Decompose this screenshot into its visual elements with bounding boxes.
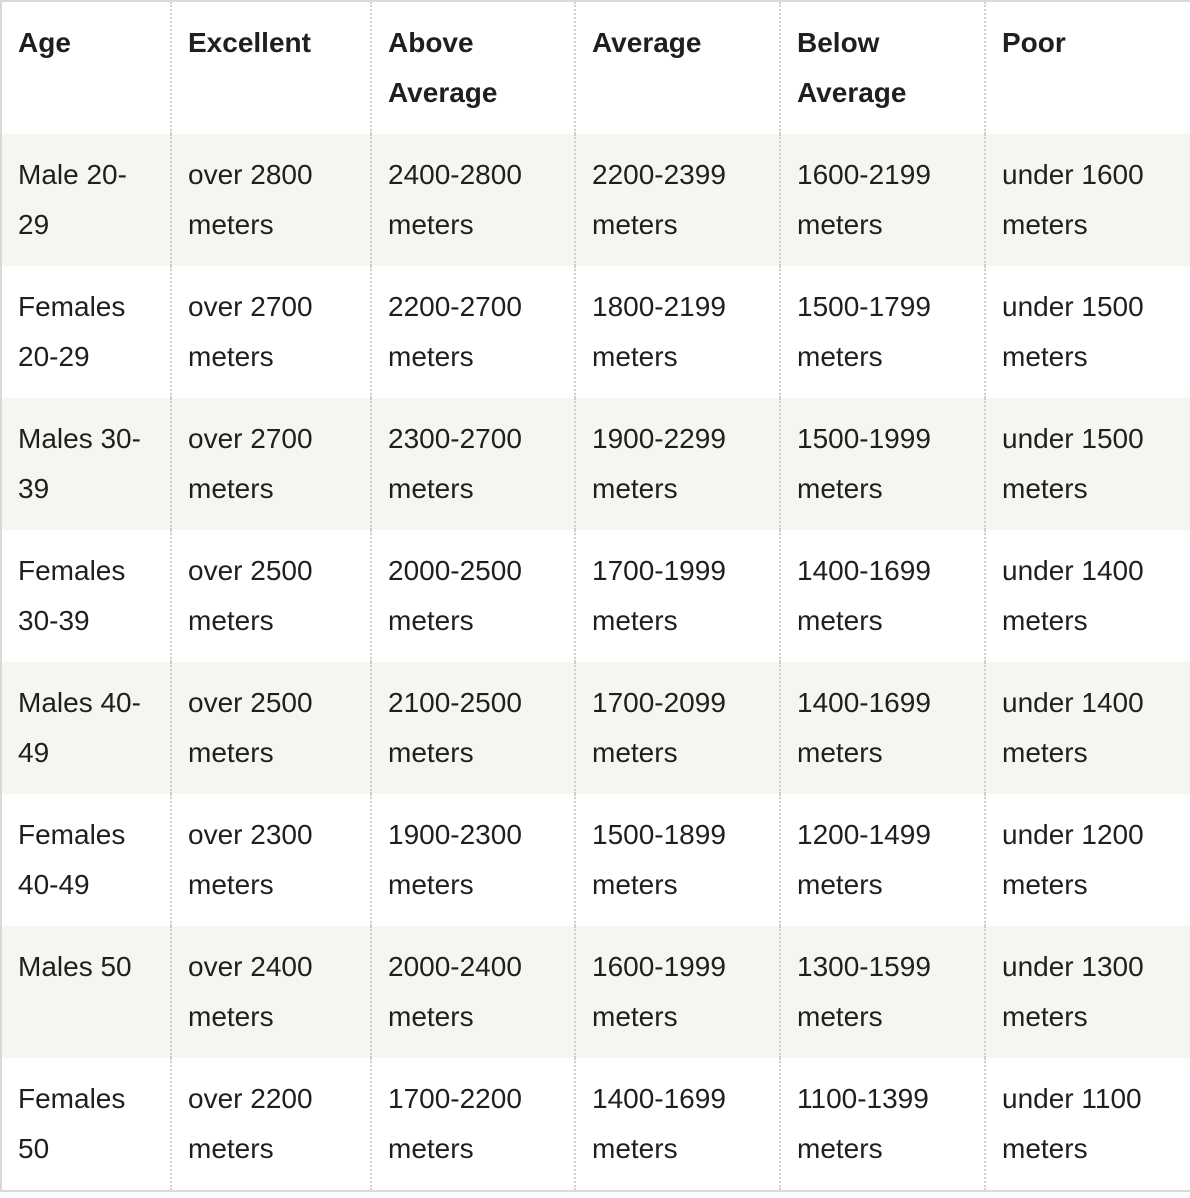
cell-below-average: 1200-1499 meters [780,794,985,926]
cell-excellent: over 2200 meters [171,1058,371,1191]
cell-age: Females 40-49 [1,794,171,926]
cell-below-average: 1100-1399 meters [780,1058,985,1191]
cell-excellent: over 2800 meters [171,134,371,266]
cell-age: Males 50 [1,926,171,1058]
cell-average: 1700-2099 meters [575,662,780,794]
cell-age: Females 20-29 [1,266,171,398]
cell-excellent: over 2500 meters [171,662,371,794]
cell-above-average: 2000-2400 meters [371,926,575,1058]
table-row [1,926,1190,1058]
cell-below-average: 1500-1799 meters [780,266,985,398]
cell-age: Females 50 [1,1058,171,1191]
cell-above-average: 2100-2500 meters [371,662,575,794]
table-row [1,662,1190,794]
cell-excellent: over 2500 meters [171,530,371,662]
column-header-below-average: Below Average [780,1,985,134]
cell-above-average: 2300-2700 meters [371,398,575,530]
cell-below-average: 1300-1599 meters [780,926,985,1058]
cell-average: 1400-1699 meters [575,1058,780,1191]
header-row [1,1,1190,134]
table-row [1,794,1190,926]
cell-age: Male 20-29 [1,134,171,266]
cell-above-average: 2000-2500 meters [371,530,575,662]
table-row [1,398,1190,530]
cell-age: Males 40-49 [1,662,171,794]
cell-above-average: 1900-2300 meters [371,794,575,926]
cell-age: Females 30-39 [1,530,171,662]
cell-above-average: 2200-2700 meters [371,266,575,398]
cell-excellent: over 2300 meters [171,794,371,926]
cell-below-average: 1500-1999 meters [780,398,985,530]
cell-below-average: 1400-1699 meters [780,662,985,794]
cell-poor: under 1500 meters [985,398,1190,530]
column-header-excellent: Excellent [171,1,371,134]
cell-average: 2200-2399 meters [575,134,780,266]
cell-above-average: 1700-2200 meters [371,1058,575,1191]
cell-age: Males 30-39 [1,398,171,530]
cell-below-average: 1600-2199 meters [780,134,985,266]
cell-poor: under 1600 meters [985,134,1190,266]
cell-poor: under 1300 meters [985,926,1190,1058]
table-row [1,134,1190,266]
cell-above-average: 2400-2800 meters [371,134,575,266]
cell-poor: under 1200 meters [985,794,1190,926]
cell-average: 1800-2199 meters [575,266,780,398]
table-row [1,266,1190,398]
cell-excellent: over 2400 meters [171,926,371,1058]
column-header-above-average: Above Average [371,1,575,134]
cell-excellent: over 2700 meters [171,398,371,530]
cell-average: 1500-1899 meters [575,794,780,926]
cell-average: 1700-1999 meters [575,530,780,662]
cell-excellent: over 2700 meters [171,266,371,398]
cell-poor: under 1500 meters [985,266,1190,398]
cell-poor: under 1100 meters [985,1058,1190,1191]
column-header-poor: Poor [985,1,1190,134]
cell-below-average: 1400-1699 meters [780,530,985,662]
table-row [1,1058,1190,1191]
column-header-age: Age [1,1,171,134]
cell-average: 1900-2299 meters [575,398,780,530]
table-row [1,530,1190,662]
cell-poor: under 1400 meters [985,530,1190,662]
cell-average: 1600-1999 meters [575,926,780,1058]
cell-poor: under 1400 meters [985,662,1190,794]
column-header-average: Average [575,1,780,134]
